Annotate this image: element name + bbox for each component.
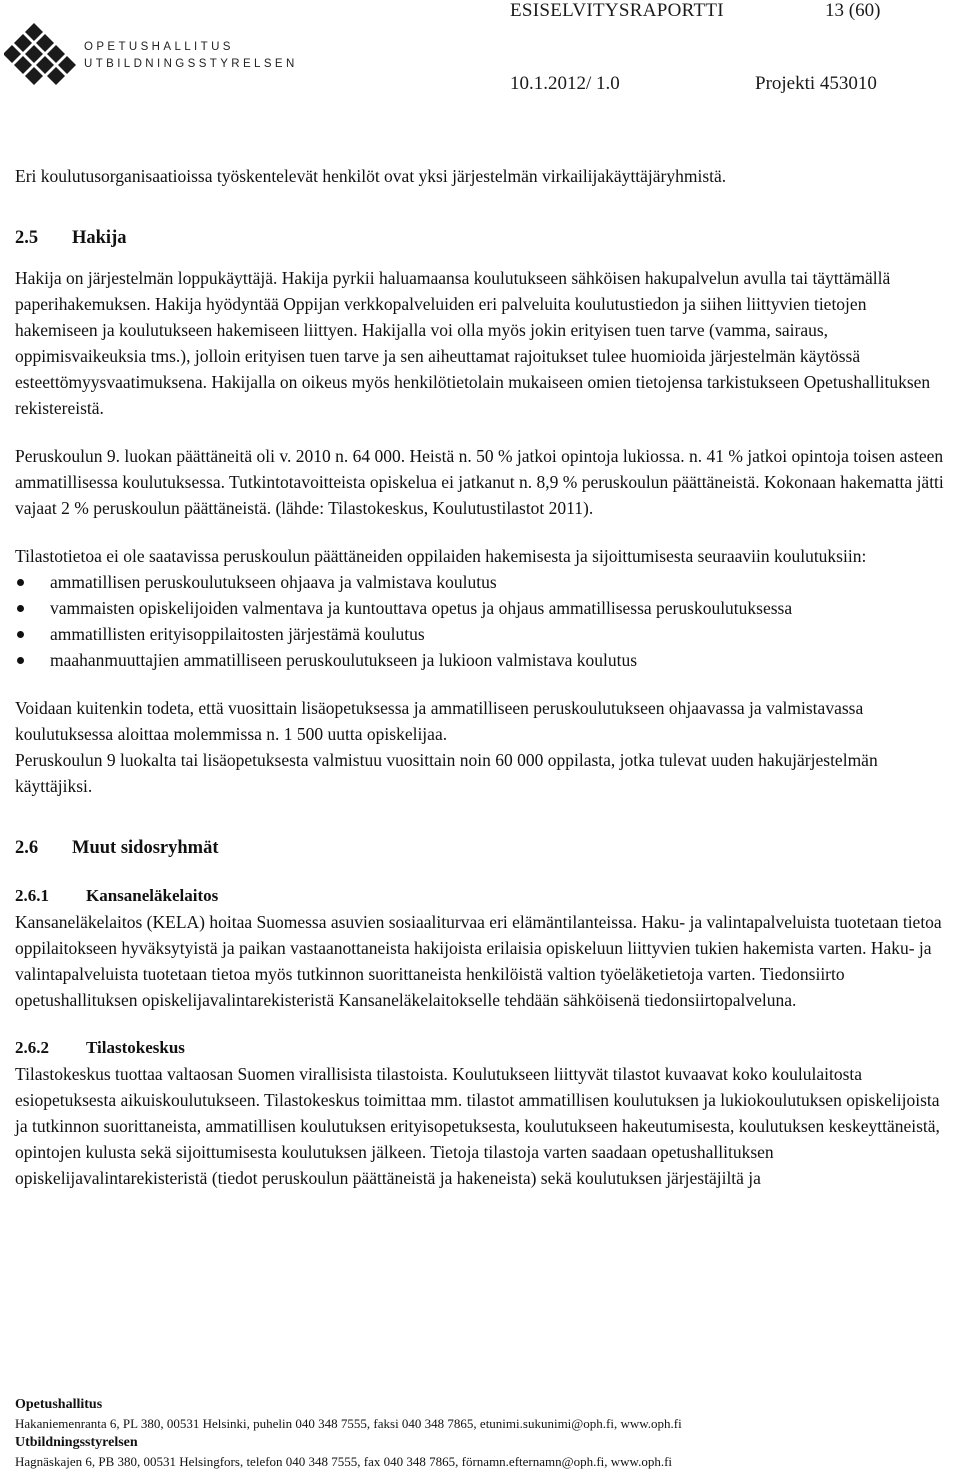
section-number: 2.6 — [15, 838, 39, 858]
section-heading-2-5 — [15, 225, 950, 251]
list-item: vammaisten opiskelijoiden valmentava ja kuntouttava opetus ja ohjaus ammatillisessa peruskoulutuksessa — [15, 595, 950, 621]
page-number: 13 (60) — [825, 0, 881, 21]
paragraph: Hakija on järjestelmän loppukäyttäjä. Hakija pyrkii haluamaansa koulutukseen sähköisen hakupalvelun avulla tai täyttämällä paperihakemuksen. Hakija hyödyntää Oppijan verkkopalveluiden eri palveluita koulutustiedon ja siihen liittyvien tietojen hakemiseen ja koulutukseen hakemiseen liittyen. Hakijalla voi olla myös jokin erityisen tuen tarve (vamma, sairaus, oppimisvaikeuksia tms.), jolloin erityisen tuen tarve ja sen aiheuttamat rajoitukset tulee huomioida järjestelmän käytössä esteettömyysvaatimuksena. Hakijalla on oikeus myös henkilötietolain mukaiseen omien tietojensa tarkistukseen Opetushallituksen rekistereistä. — [15, 268, 931, 418]
oph-logo-icon — [4, 22, 76, 86]
bullet-list — [15, 569, 950, 673]
page-footer — [15, 1395, 950, 1471]
footer-address-sv: Hagnäskajen 6, PB 380, 00531 Helsingfors, telefon 040 348 7555, fax 040 348 7865, förnamn.efternamn@oph.fi, www.oph.fi — [15, 1454, 673, 1469]
paragraph: Peruskoulun 9 luokalta tai lisäopetuksesta valmistuu vuosittain noin 60 000 oppilasta, jotka tulevat uuden hakujärjestelmän käyttäjiksi. — [15, 750, 878, 796]
paragraph: Tilastokeskus tuottaa valtaosan Suomen virallisista tilastoista. Koulutukseen liittyvät tilastot kuvaavat koko koululaitosta esiopetuksesta aikuiskoulutukseen. Tilastokeskus toimittaa mm. tilastot ammatillisen koulutuksen ja lukiokoulutuksen opiskelijoista ja tutkinnon suorittaneista, ammatillisen koulutuksen erityisopetuksesta, koulutukseen hakeutumisesta, koulutuksen keskeyttäneistä, opintojen kulusta sekä sijoittumisesta koulutuksen jälkeen. Tietoja tilastoja varten saadaan opetushallituksen opiskelijavalintarekisteristä (tiedot peruskoulun päättäneistä ja hakeneista) sekä koulutuksen järjestäjiltä ja — [15, 1064, 940, 1188]
list-item: ammatillisen peruskoulutukseen ohjaava ja valmistava koulutus — [15, 569, 950, 595]
section-heading-2-6-1 — [15, 883, 950, 909]
section-heading-2-6-2 — [15, 1035, 950, 1061]
logo-line-fi: OPETUSHALLITUS — [84, 41, 234, 53]
section-number: 2.6.2 — [15, 1038, 49, 1057]
paragraph: Tilastotietoa ei ole saatavissa peruskoulun päättäneiden oppilaiden hakemisesta ja sijoittumisesta seuraaviin koulutuksiin: — [15, 546, 867, 566]
section-heading-2-6 — [15, 835, 950, 861]
section-number: 2.6.1 — [15, 886, 49, 905]
list-item: maahanmuuttajien ammatilliseen peruskoulutukseen ja lukioon valmistava koulutus — [15, 647, 950, 673]
paragraph: Peruskoulun 9. luokan päättäneitä oli v. 2010 n. 64 000. Heistä n. 50 % jatkoi opintoja lukiossa. n. 41 % jatkoi opintoja toisen asteen ammatillisessa koulutuksessa. Tutkintotavoitteista opiskelua ei jatkanut n. 8,9 % peruskoulun päättäneistä. Kokonaan hakematta jätti vajaat 2 % peruskoulun päättäneistä. (lähde: Tilastokeskus, Koulutustilastot 2011). — [15, 446, 944, 518]
paragraph: Kansaneläkelaitos (KELA) hoitaa Suomessa asuvien sosiaaliturvaa eri elämäntilanteissa. Haku- ja valintapalveluista tuotetaan tietoa oppilaitokseen hyväksytyistä ja paikan vastaanottaneista hakijoista erilaisia opiskeluun liittyvien tukien hakemista varten. Haku- ja valintapalveluista tuotetaan tietoa myös tutkinnon suorittaneista henkilöistä valtion työeläketietoja varten. Tiedonsiirto opetushallituksen opiskelijavalintarekisteristä Kansaneläkelaitokselle tehdään sähköisenä tiedonsiirtopalveluna. — [15, 912, 942, 1010]
section-title: Kansaneläkelaitos — [86, 886, 219, 905]
logo-line-sv: UTBILDNINGSSTYRELSEN — [84, 58, 298, 70]
paragraph: Voidaan kuitenkin todeta, että vuosittain lisäopetuksessa ja ammatilliseen peruskoulutukseen ohjaavassa ja valmistavassa koulutuksessa aloittaa molemmissa n. 1 500 uutta opiskelijaa. — [15, 698, 864, 744]
footer-org-sv: Utbildningsstyrelsen — [15, 1435, 138, 1450]
document-date-version: 10.1.2012/ 1.0 — [510, 73, 620, 94]
document-body — [15, 163, 950, 1191]
section-title: Muut sidosryhmät — [72, 838, 219, 858]
section-number: 2.5 — [15, 228, 39, 248]
footer-address-fi: Hakaniemenranta 6, PL 380, 00531 Helsinki, puhelin 040 348 7555, faksi 040 348 7865, etunimi.sukunimi@oph.fi, www.oph.fi — [15, 1416, 682, 1431]
list-item: ammatillisten erityisoppilaitosten järjestämä koulutus — [15, 621, 950, 647]
intro-paragraph: Eri koulutusorganisaatioissa työskentelevät henkilöt ovat yksi järjestelmän virkailijakäyttäjäryhmistä. — [15, 166, 727, 186]
footer-org-fi: Opetushallitus — [15, 1397, 103, 1412]
oph-logo — [4, 22, 298, 86]
project-number: Projekti 453010 — [755, 73, 877, 94]
section-title: Tilastokeskus — [86, 1038, 185, 1057]
document-title: ESISELVITYSRAPORTTI — [510, 0, 724, 21]
section-title: Hakija — [72, 228, 127, 248]
